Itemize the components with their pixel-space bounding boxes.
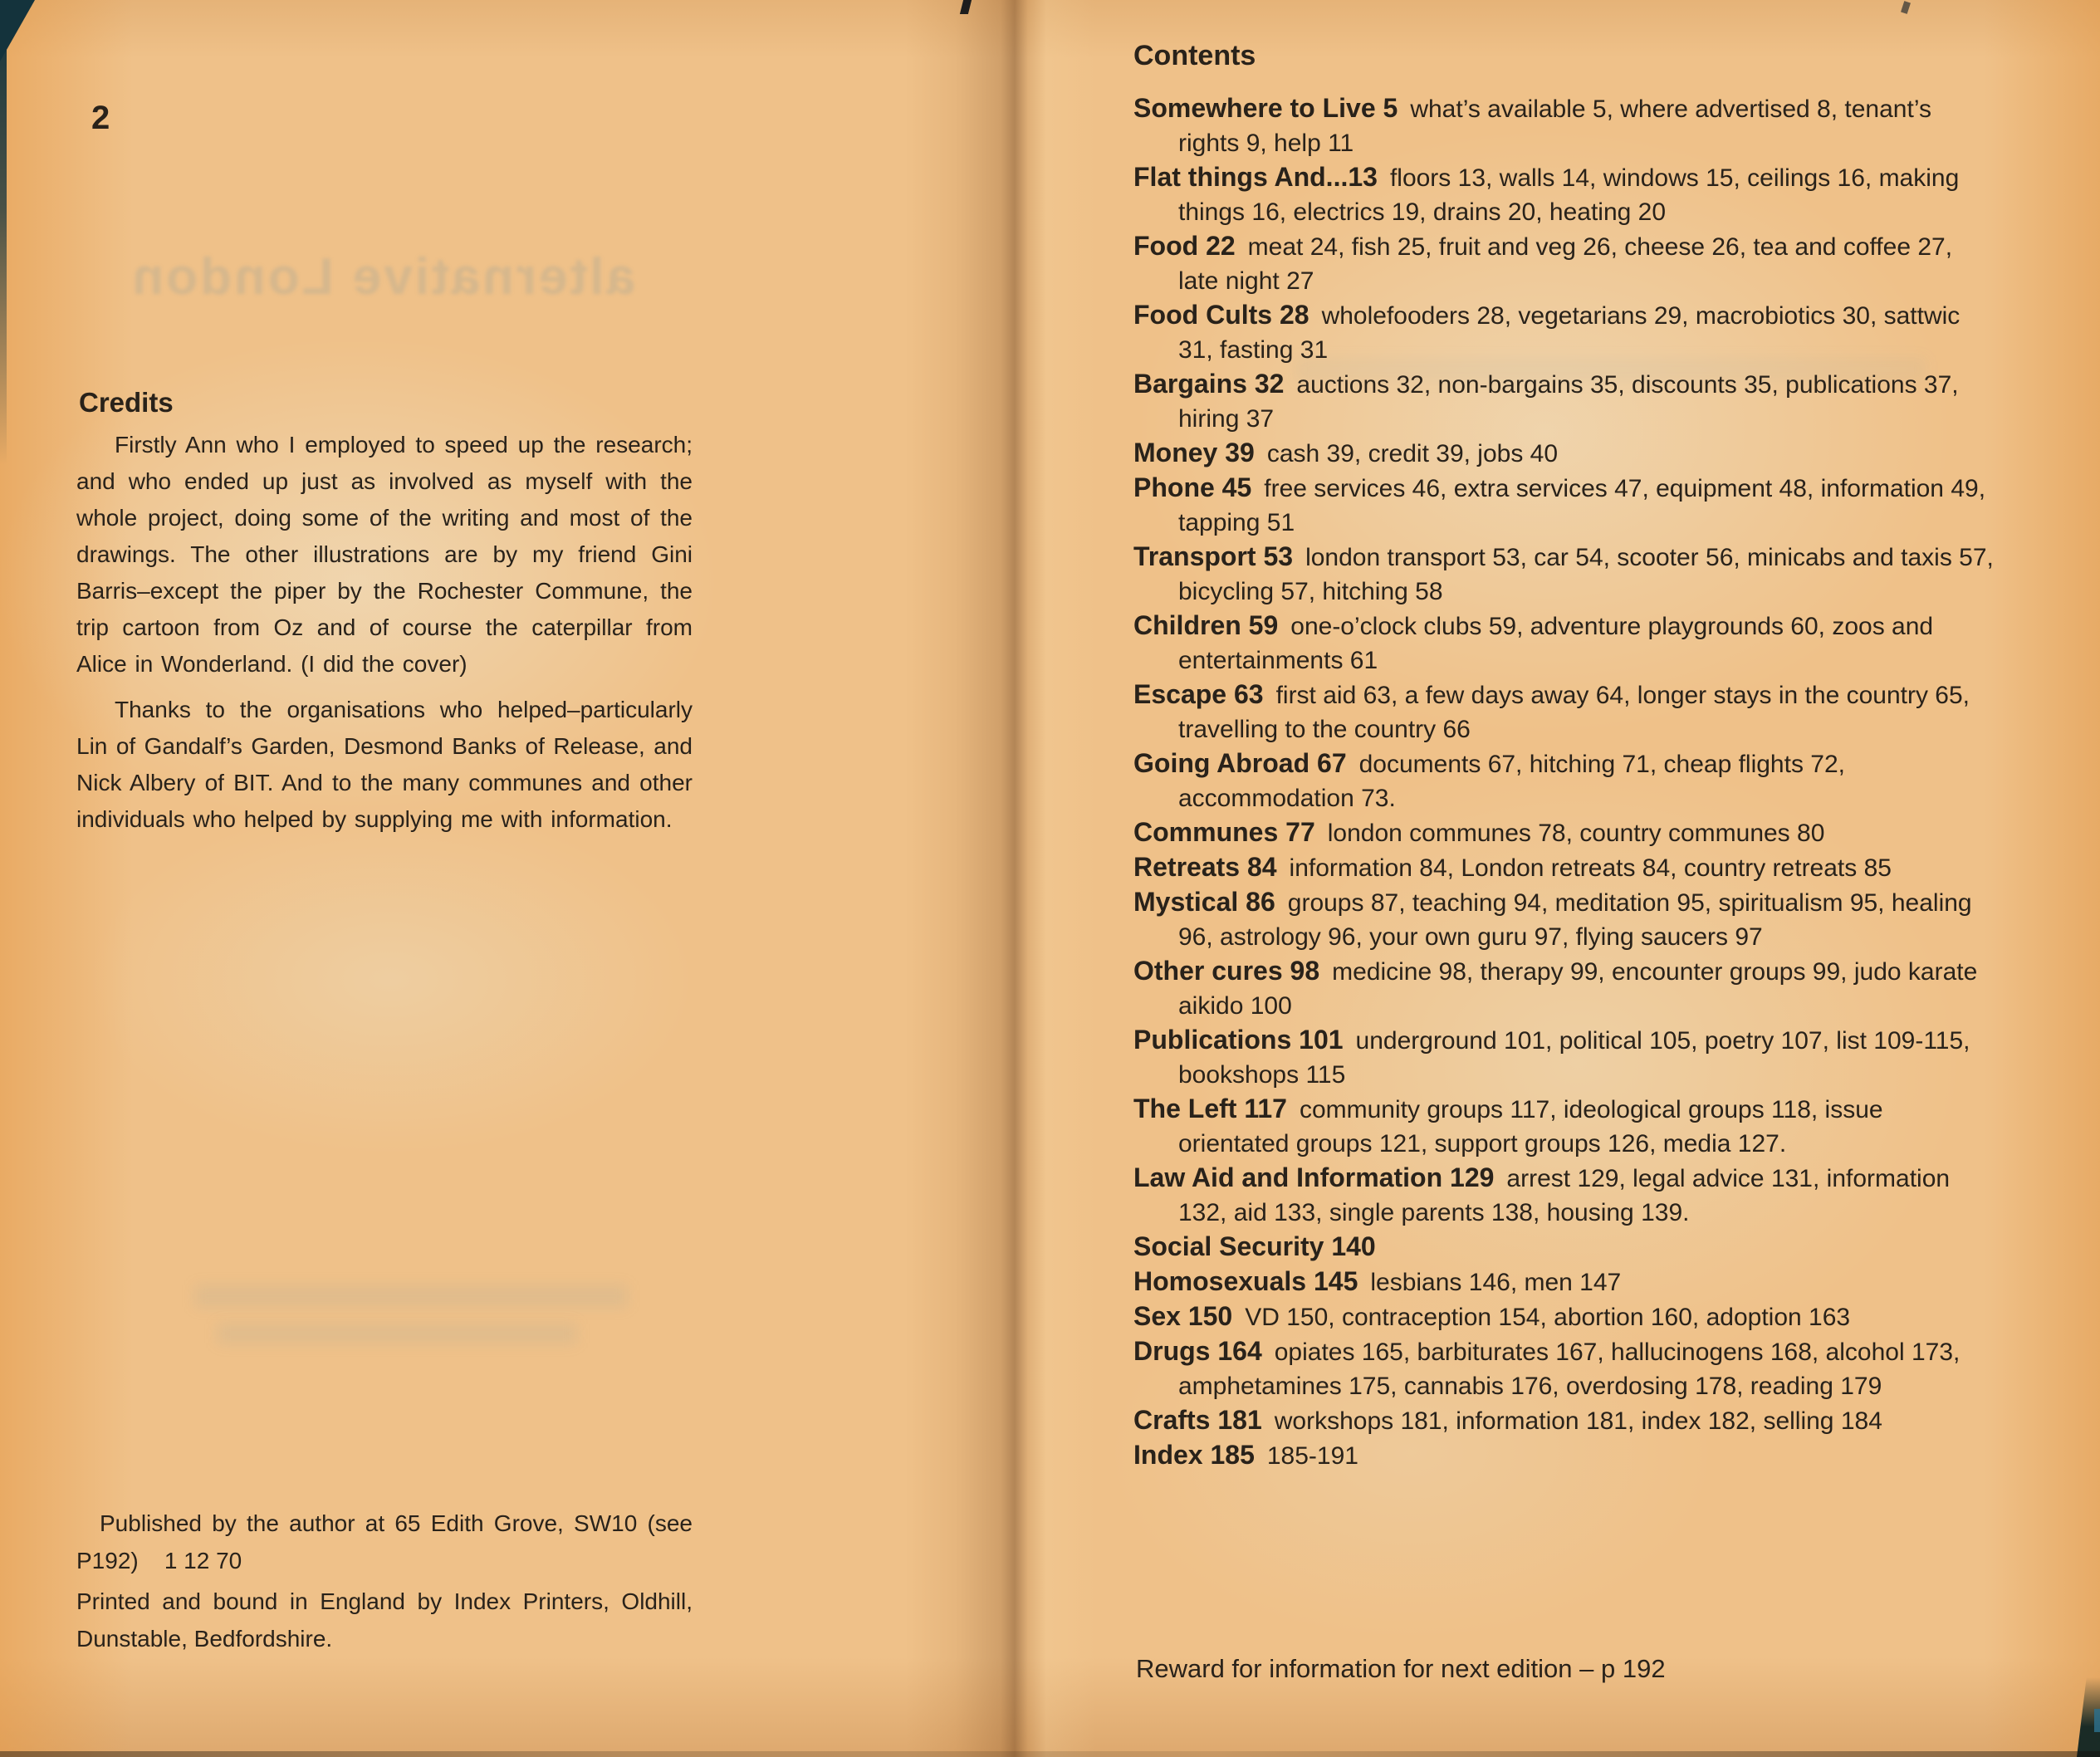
entry-heading: Transport 53 [1133, 541, 1294, 571]
contents-entry [1133, 1438, 1997, 1473]
contents-list [1133, 91, 1997, 1473]
credits-heading: Credits [79, 387, 174, 418]
credits-paragraph-2: Thanks to the organisations who helped–particularly Lin of Gandalf’s Garden, Desmond Banks of Release, and Nick Albery of BIT. And to the many communes and other individuals who helped by supplying me with information. [76, 697, 693, 832]
imprint-printed [76, 1583, 693, 1657]
entry-topics: floors 13, walls 14, windows 15, ceilings 16, making things 16, electrics 19, drains 20, heating 20 [1178, 164, 1960, 226]
entry-heading: Flat things And...13 [1133, 162, 1378, 192]
entry-heading: Food Cults 28 [1133, 300, 1309, 330]
contents-entry [1133, 229, 1997, 298]
entry-topics: cash 39, credit 39, jobs 40 [1266, 440, 1559, 467]
entry-topics: wholefooders 28, vegetarians 29, macrobiotics 30, sattwic 31, fasting 31 [1178, 302, 1960, 364]
scan-edge-bottom [0, 1751, 2100, 1757]
contents-entry [1133, 1023, 1997, 1092]
entry-topics: free services 46, extra services 47, equipment 48, information 49, tapping 51 [1178, 475, 1986, 536]
show-through-smudge [195, 1285, 627, 1307]
entry-topics: workshops 181, information 181, index 182, selling 184 [1274, 1407, 1882, 1435]
contents-entry [1133, 1161, 1997, 1230]
contents-entry [1133, 1265, 1997, 1299]
entry-topics: lesbians 146, men 147 [1370, 1269, 1622, 1296]
page-fold-shadow [905, 0, 1096, 1757]
entry-topics: first aid 63, a few days away 64, longer stays in the country 65, travelling to the country 66 [1178, 682, 1970, 743]
contents-entry [1133, 91, 1997, 160]
entry-topics: meat 24, fish 25, fruit and veg 26, cheese 26, tea and coffee 27, late night 27 [1178, 233, 1953, 295]
entry-heading: Index 185 [1133, 1440, 1255, 1470]
imprint-published-line1: Published by the author at 65 Edith Grove, SW10 (see [100, 1510, 693, 1536]
entry-topics: groups 87, teaching 94, meditation 95, spiritualism 95, healing 96, astrology 96, your own guru 97, flying saucers 97 [1178, 889, 1972, 951]
contents-entry [1133, 1403, 1997, 1438]
entry-topics: london transport 53, car 54, scooter 56, minicabs and taxis 57, bicycling 57, hitching 58 [1178, 544, 1994, 605]
entry-heading: Law Aid and Information 129 [1133, 1162, 1495, 1192]
entry-heading: Homosexuals 145 [1133, 1266, 1358, 1296]
entry-topics: information 84, London retreats 84, country retreats 85 [1289, 854, 1892, 882]
entry-heading: Food 22 [1133, 231, 1236, 261]
contents-entry [1133, 850, 1997, 885]
contents-entry [1133, 1299, 1997, 1334]
entry-heading: Going Abroad 67 [1133, 748, 1347, 778]
entry-topics: underground 101, political 105, poetry 107, list 109-115, bookshops 115 [1178, 1027, 1970, 1089]
entry-heading: Drugs 164 [1133, 1336, 1262, 1366]
scan-mark-right-edge [2094, 1709, 2100, 1732]
entry-heading: The Left 117 [1133, 1094, 1287, 1123]
page-number: 2 [91, 100, 110, 136]
entry-topics: one-o’clock clubs 59, adventure playgrounds 60, zoos and entertainments 61 [1178, 613, 1934, 674]
contents-entry [1133, 815, 1997, 850]
entry-topics: arrest 129, legal advice 131, information 132, aid 133, single parents 138, housing 139. [1178, 1165, 1951, 1226]
imprint-printed-line2: Dunstable, Bedfordshire. [76, 1626, 333, 1652]
contents-entry [1133, 436, 1997, 471]
contents-entry [1133, 1230, 1997, 1265]
imprint-published-line2: P192) 1 12 70 [76, 1548, 242, 1573]
contents-entry [1133, 954, 1997, 1023]
scan-mark-top-right [1901, 1, 1911, 14]
reward-footer: Reward for information for next edition – p 192 [1136, 1654, 1666, 1683]
contents-entry [1133, 1334, 1997, 1403]
entry-heading: Money 39 [1133, 438, 1255, 467]
entry-topics: london communes 78, country communes 80 [1327, 820, 1825, 847]
entry-topics: opiates 165, barbiturates 167, hallucinogens 168, alcohol 173, amphetamines 175, cannabis 176, overdosing 178, reading 179 [1178, 1339, 1960, 1400]
entry-topics: auctions 32, non-bargains 35, discounts 35, publications 37, hiring 37 [1178, 371, 1959, 433]
entry-topics: medicine 98, therapy 99, encounter groups 99, judo karate aikido 100 [1178, 958, 1978, 1020]
entry-topics: documents 67, hitching 71, cheap flights 72, accommodation 73. [1178, 751, 1845, 812]
show-through-title: alternative London [130, 248, 635, 306]
show-through-smudge [218, 1324, 576, 1343]
entry-heading: Escape 63 [1133, 679, 1264, 709]
entry-heading: Mystical 86 [1133, 887, 1275, 917]
entry-heading: Other cures 98 [1133, 956, 1320, 986]
contents-entry [1133, 471, 1997, 540]
entry-heading: Children 59 [1133, 610, 1279, 640]
entry-heading: Publications 101 [1133, 1025, 1344, 1055]
contents-entry [1133, 540, 1997, 609]
entry-heading: Somewhere to Live 5 [1133, 93, 1398, 123]
contents-entry [1133, 678, 1997, 746]
contents-heading: Contents [1133, 40, 1256, 71]
entry-heading: Phone 45 [1133, 472, 1252, 502]
entry-heading: Bargains 32 [1133, 369, 1285, 399]
contents-entry [1133, 367, 1997, 436]
contents-entry [1133, 298, 1997, 367]
entry-heading: Sex 150 [1133, 1301, 1233, 1331]
contents-entry [1133, 160, 1997, 229]
imprint-published [76, 1505, 693, 1579]
imprint-printed-line1: Printed and bound in England by Index Printers, Oldhill, [76, 1588, 693, 1614]
entry-topics: community groups 117, ideological groups 118, issue orientated groups 121, support groups 126, media 127. [1178, 1096, 1883, 1157]
contents-entry [1133, 746, 1997, 815]
scan-edge-left [0, 0, 7, 465]
entry-heading: Social Security 140 [1133, 1231, 1376, 1261]
entry-heading: Retreats 84 [1133, 852, 1277, 882]
entry-heading: Crafts 181 [1133, 1405, 1262, 1435]
contents-entry [1133, 609, 1997, 678]
entry-topics: VD 150, contraception 154, abortion 160, adoption 163 [1245, 1304, 1851, 1331]
entry-heading: Communes 77 [1133, 817, 1315, 847]
contents-entry [1133, 1092, 1997, 1161]
contents-entry [1133, 885, 1997, 954]
entry-topics: 185-191 [1266, 1442, 1358, 1470]
entry-topics: what’s available 5, where advertised 8, tenant’s rights 9, help 11 [1178, 95, 1931, 157]
credits-paragraph-1: Firstly Ann who I employed to speed up the research; and who ended up just as involved as myself with the whole project, doing some of the writing and most of the drawings. The other illustrations are by my friend Gini Barris–except the piper by the Rochester Commune, the trip cartoon from Oz and of course the caterpillar from Alice in Wonderland. (I did the cover) [76, 432, 693, 677]
